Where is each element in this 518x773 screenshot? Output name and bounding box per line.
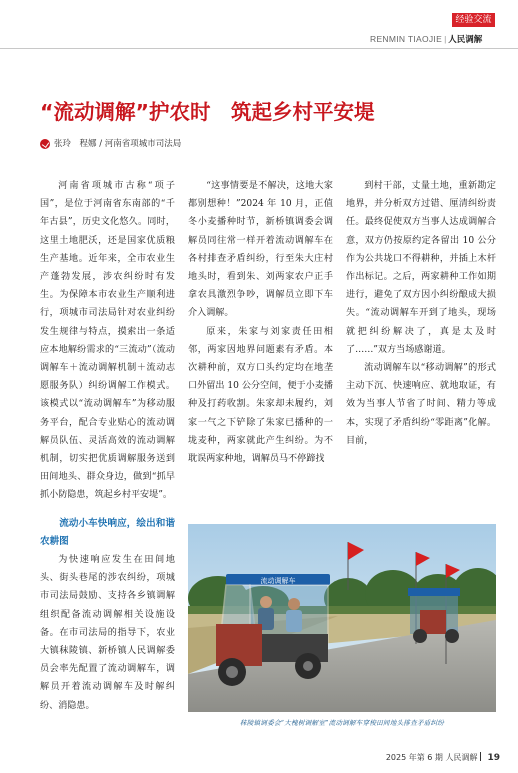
section-heading: 流动小车快响应，绘出和谐农耕图 — [40, 517, 175, 547]
paragraph: 河南省项城市古称“项子国”，是位于河南省东南部的“千年古县”，历史文化悠久。同时，这里土地肥沃，还是国家优质粮生产基地。近年来，全市农业生产蓬勃发展，涉农纠纷时有发生。为保障本市农业生产顺利进行，项城市司法局针对农业纠纷发生规律与特点，摸索出一条适应本地解纷需求的“三流动”（流动调解车＋流动调解机制＋流动志愿服务队）纠纷调解工作模式。该模式以“流动调解车”为移动服务平台，配合专业贴心的流动调解员队伍、灵活高效的流动调解机制，切实把优质调解服务送到田间地头、群众身边，做到“抓早抓小防隐患，筑起乡村平安堤”。 — [40, 181, 175, 501]
article-photo — [188, 524, 496, 712]
mediation-cart-photo — [188, 524, 496, 712]
pen-icon — [40, 139, 50, 149]
footer-magazine: 人民调解 — [445, 753, 478, 762]
footer-divider — [480, 752, 481, 761]
issue-number: 2025 年第 6 期 — [385, 753, 443, 762]
paragraph: 原来，朱家与刘家责任田相邻，两家因地界问题素有矛盾。本次耕种前，双方口头约定均在地垄口外留出 10 公分空间，便于小麦播种及打药收割。朱家却未履约，刘家一气之下铲除了朱家已播种的一垅麦种，两家就此产生纠纷。为不耽误两家种地，调解员马不停蹄找 — [188, 326, 333, 465]
column-2 — [188, 177, 333, 468]
section-tag: 经验交流 — [452, 13, 495, 27]
paragraph: “这事情要是不解决，这地大家都别想种！”2024 年 10 月，正值冬小麦播种时节，新桥镇调委会调解员同往常一样开着流动调解车在各村排查矛盾纠纷，行至朱大庄村地头时，看到朱、刘两家农户正手拿农具激烈争吵，调解员立即下车介入调解。 — [188, 181, 333, 319]
running-header — [370, 33, 500, 45]
article-author: 张玲 程娜 / 河南省项城市司法局 — [54, 139, 182, 149]
cart-banner-text: 流动调解车 — [260, 577, 296, 585]
column-3 — [346, 177, 496, 450]
header-divider — [0, 48, 518, 49]
article-title: “流动调解”护农时 筑起乡村平安堤 — [40, 100, 375, 124]
paragraph: 流动调解车以“移动调解”的形式主动下沉、快速响应、就地取证，有效为当事人节省了时间、精力等成本，实现了矛盾纠纷“零距离”化解。目前， — [346, 363, 496, 446]
paragraph: 到村干部，丈量土地，重新勘定地界，并分析双方过错、厘清纠纷责任。最终促使双方当事人达成调解合意，双方仍按原约定各留出 10 公分作为公共垅口不得耕种，并插上木杆作出标记。之后，两家耕种工作如期进行，避免了双方因小纠纷酿成大损失。“流动调解车开到了地头，现场就把纠纷解决了，真是太及时了……”双方当场感谢道。 — [346, 181, 496, 355]
header-separator: | — [444, 34, 447, 44]
page-footer — [380, 752, 500, 763]
paragraph: 为快速响应发生在田间地头、街头巷尾的涉农纠纷，项城市司法局鼓励、支持各乡镇调解组织配备流动调解相关设施设备。在市司法局的指导下，农业大镇秣陵镇、新桥镇人民调解委员会率先配置了流动调解车，调解员开着流动调解车及时解纠纷、消隐患。 — [40, 555, 175, 711]
magazine-name-en: RENMIN TIAOJIE — [370, 34, 443, 44]
page-number: 19 — [487, 753, 500, 763]
magazine-name-zh: 人民调解 — [448, 35, 483, 45]
column-1 — [40, 177, 175, 715]
photo-caption: 秣陵镇调委会“大槐树调解室”流动调解车穿梭田间地头排查矛盾纠纷 — [239, 719, 445, 727]
